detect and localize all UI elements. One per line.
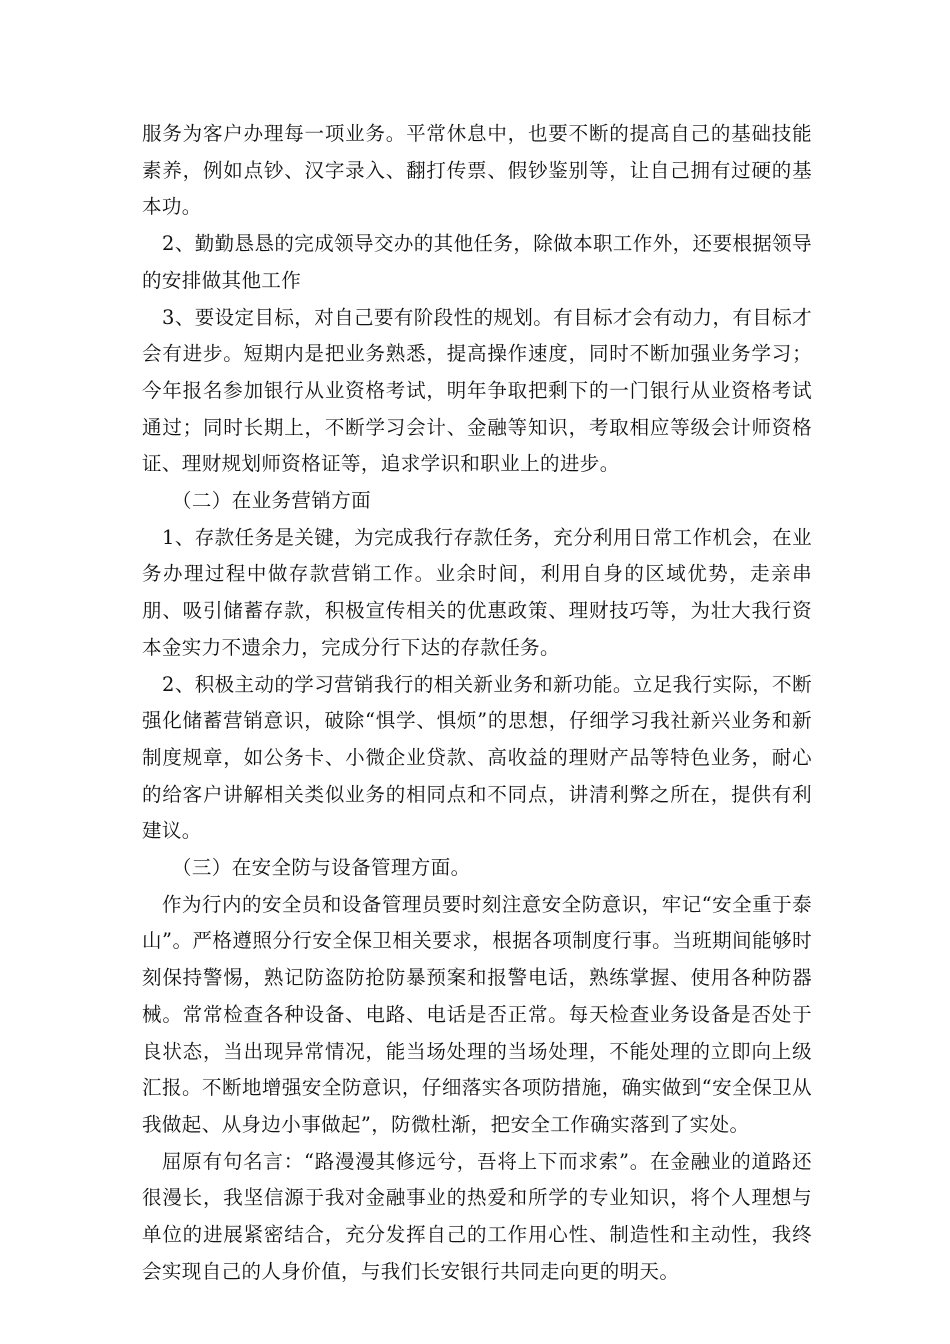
paragraph-9: 屈原有句名言：“路漫漫其修远兮，吾将上下而求索”。在金融业的道路还很漫长，我坚信源于我对金融事业的热爱和所学的专业知识，将个人理想与单位的进展紧密结合，充分发挥自己的工作用心性、制造性和主动性，我终会实现自己的人身价值，与我们长安银行共同走向更的明天。 [142, 1149, 812, 1283]
section-heading-3: （三）在安全防与设备管理方面。 [172, 856, 471, 880]
paragraph-2: 2、勤勤恳恳的完成领导交办的其他任务，除做本职工作外，还要根据领导的安排做其他工作 [142, 232, 812, 292]
section-heading-2: （二）在业务营销方面 [172, 489, 372, 513]
document-body [142, 116, 812, 1291]
paragraph-8: 作为行内的安全员和设备管理员要时刻注意安全防意识，牢记“安全重于泰山”。严格遵照分行安全保卫相关要求，根据各项制度行事。当班期间能够时刻保持警惕，熟记防盗防抢防暴预案和报警电话，熟练掌握、使用各种防器械。常常检查各种设备、电路、电话是否正常。每天检查业务设备是否处于良状态，当出现异常情况，能当场处理的当场处理，不能处理的立即向上级汇报。不断地增强安全防意识，仔细落实各项防措施，确实做到“安全保卫从我做起、从身边小事做起”，防微杜渐，把安全工作确实落到了实处。 [142, 892, 812, 1136]
paragraph-1: 服务为客户办理每一项业务。平常休息中，也要不断的提高自己的基础技能素养，例如点钞、汉字录入、翻打传票、假钞鉴别等，让自己拥有过硬的基本功。 [142, 122, 812, 219]
paragraph-3: 3、要设定目标，对自己要有阶段性的规划。有目标才会有动力，有目标才会有进步。短期内是把业务熟悉，提高操作速度，同时不断加强业务学习；今年报名参加银行从业资格考试，明年争取把剩下的一门银行从业资格考试通过；同时长期上，不断学习会计、金融等知识，考取相应等级会计师资格证、理财规划师资格证等，追求学识和职业上的进步。 [142, 305, 812, 476]
paragraph-6: 2、积极主动的学习营销我行的相关新业务和新功能。立足我行实际，不断强化储蓄营销意识，破除“惧学、惧烦”的思想，仔细学习我社新兴业务和新制度规章，如公务卡、小微企业贷款、高收益的理财产品等特色业务，耐心的给客户讲解相关类似业务的相同点和不同点，讲清利弊之所在，提供有利建议。 [142, 672, 812, 843]
paragraph-5: 1、存款任务是关键，为完成我行存款任务，充分利用日常工作机会，在业务办理过程中做存款营销工作。业余时间，利用自身的区域优势，走亲串朋、吸引储蓄存款，积极宣传相关的优惠政策、理财技巧等，为壮大我行资本金实力不遗余力，完成分行下达的存款任务。 [142, 525, 812, 659]
